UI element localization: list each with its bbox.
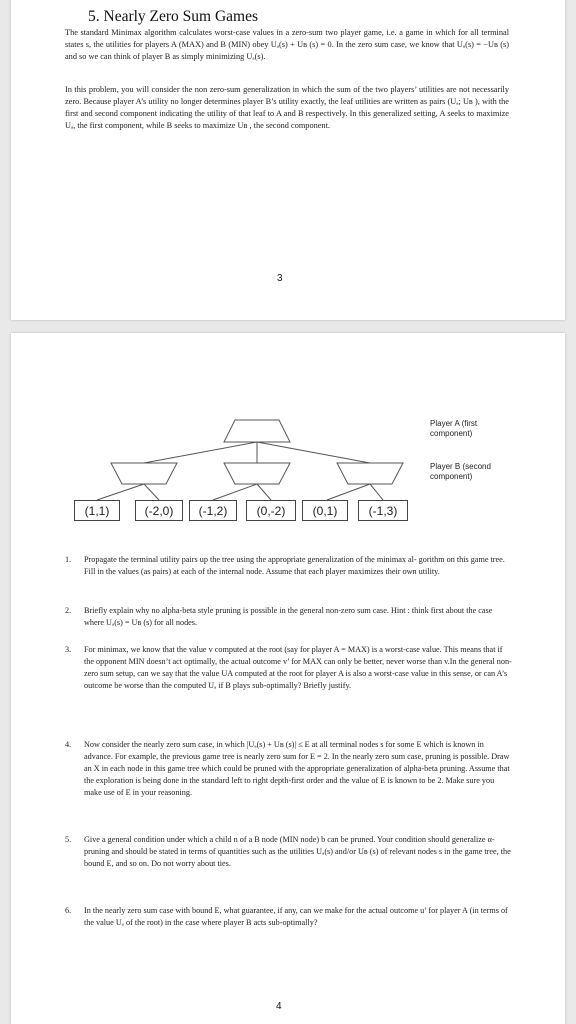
legend-player-a: Player A (first component) xyxy=(430,419,478,438)
question-number: 1. xyxy=(65,555,72,564)
intro-paragraph: The standard Minimax algorithm calculates worst-case values in a zero-sum two player game, i.e. a game in which for all terminal states s, the utilities for players A (MAX) and B (MIN) obey Uₐ(s) + Uʙ (s) = 0. In the zero sum case, we know that Uₐ(s) = −Uʙ (s) and so we can think of player B as simply minimizing Uₐ(s). xyxy=(65,28,509,62)
leaf-node: (-2,0) xyxy=(135,500,183,521)
edge-left-2 xyxy=(144,484,159,500)
edge-mid-1 xyxy=(213,484,257,500)
page-4 xyxy=(11,333,565,1024)
root-max-node xyxy=(224,420,290,442)
question-text: For minimax, we know that the value v computed at the root (say for player A = MAX) is a worst-case value. This means that if the opponent MIN doesn’t act optimally, the actual outcome v’ for MAX can only be better, never worse than v.In the general non-zero sum setup, can we say that the value UA computed at the root for player A is also a worst-case value in this sense, or can A’s outcome be worse than the computed Uₐ if B plays sub-optimally? Briefly justify. xyxy=(84,645,512,691)
problem-paragraph: In this problem, you will consider the non zero-sum generalization in which the sum of the two players’ utilities are not necessarily zero. Because player A’s utility no longer determines player B’s utility exactly, the leaf utilities are written as pairs (Uₐ; Uʙ ), with the first and second component indicating the utility of that leaf to A and B respectively. In this generalized setting, A seeks to maximize Uₐ, the first component, while B seeks to maximize Uʙ , the second component. xyxy=(65,85,509,131)
question-number: 5. xyxy=(65,835,72,844)
min-node-right xyxy=(337,463,403,484)
question-text: In the nearly zero sum case with bound E, what guarantee, if any, can we make for the actual outcome u’ for player A (in terms of the value Uₐ of the root) in the case where player B acts sub-optimally? xyxy=(84,906,508,928)
edge-root-right xyxy=(257,442,370,463)
edge-root-left xyxy=(144,442,257,463)
min-node-middle xyxy=(224,463,290,484)
question-number: 4. xyxy=(65,740,72,749)
edge-left-1 xyxy=(97,484,144,500)
leaf-node: (0,-2) xyxy=(246,500,296,521)
page-3 xyxy=(11,0,565,320)
section-title: 5. Nearly Zero Sum Games xyxy=(88,8,259,25)
question-item xyxy=(65,739,513,799)
question-number: 2. xyxy=(65,606,72,615)
question-item xyxy=(65,605,513,629)
question-text: Propagate the terminal utility pairs up the tree using the appropriate generalization of the minimax al- gorithm on this game tree. Fill in the values (as pairs) at each of the internal node. Assume that each player maximizes their own utility. xyxy=(84,555,505,577)
question-item xyxy=(65,554,513,578)
question-number: 6. xyxy=(65,906,72,915)
question-text: Briefly explain why no alpha-beta style pruning is possible in the general non-zero sum case. Hint : think first about the case where Uₐ(s) = Uʙ (s) for all nodes. xyxy=(84,606,493,628)
question-item xyxy=(65,905,513,929)
min-node-left xyxy=(111,463,177,484)
question-text: Now consider the nearly zero sum case, in which |Uₐ(s) + Uʙ (s)| ≤ E at all terminal nodes s for some E which is known in advance. For example, the previous game tree is nearly zero sum for E = 2. In the nearly zero sum case, pruning is possible. Draw an X in each node in this game tree which could be pruned with the appropriate generalization of alpha-beta pruning. Assume that the exploration is being done in the standard left to right depth-first order and the value of E is known to be 2. Make sure you make use of E in your reasoning. xyxy=(84,740,510,798)
leaf-node: (-1,3) xyxy=(358,500,408,521)
edge-mid-2 xyxy=(257,484,271,500)
edge-right-2 xyxy=(370,484,383,500)
question-item xyxy=(65,644,513,692)
page-number: 4 xyxy=(276,1001,282,1012)
leaf-node: (1,1) xyxy=(74,500,120,521)
question-item xyxy=(65,834,513,870)
leaf-node: (0,1) xyxy=(302,500,348,521)
page-number: 3 xyxy=(277,273,283,284)
question-text: Give a general condition under which a child n of a B node (MIN node) b can be pruned. Your condition should generalize α-pruning and should be stated in terms of quantities such as the utilities Uₐ(s) and/or Uʙ (s) of relevant nodes s in the game tree, the bound E, and so on. Do not worry about ties. xyxy=(84,835,511,869)
legend-player-b: Player B (second component) xyxy=(430,462,491,481)
edge-right-1 xyxy=(327,484,370,500)
question-number: 3. xyxy=(65,645,72,654)
leaf-node: (-1,2) xyxy=(189,500,237,521)
